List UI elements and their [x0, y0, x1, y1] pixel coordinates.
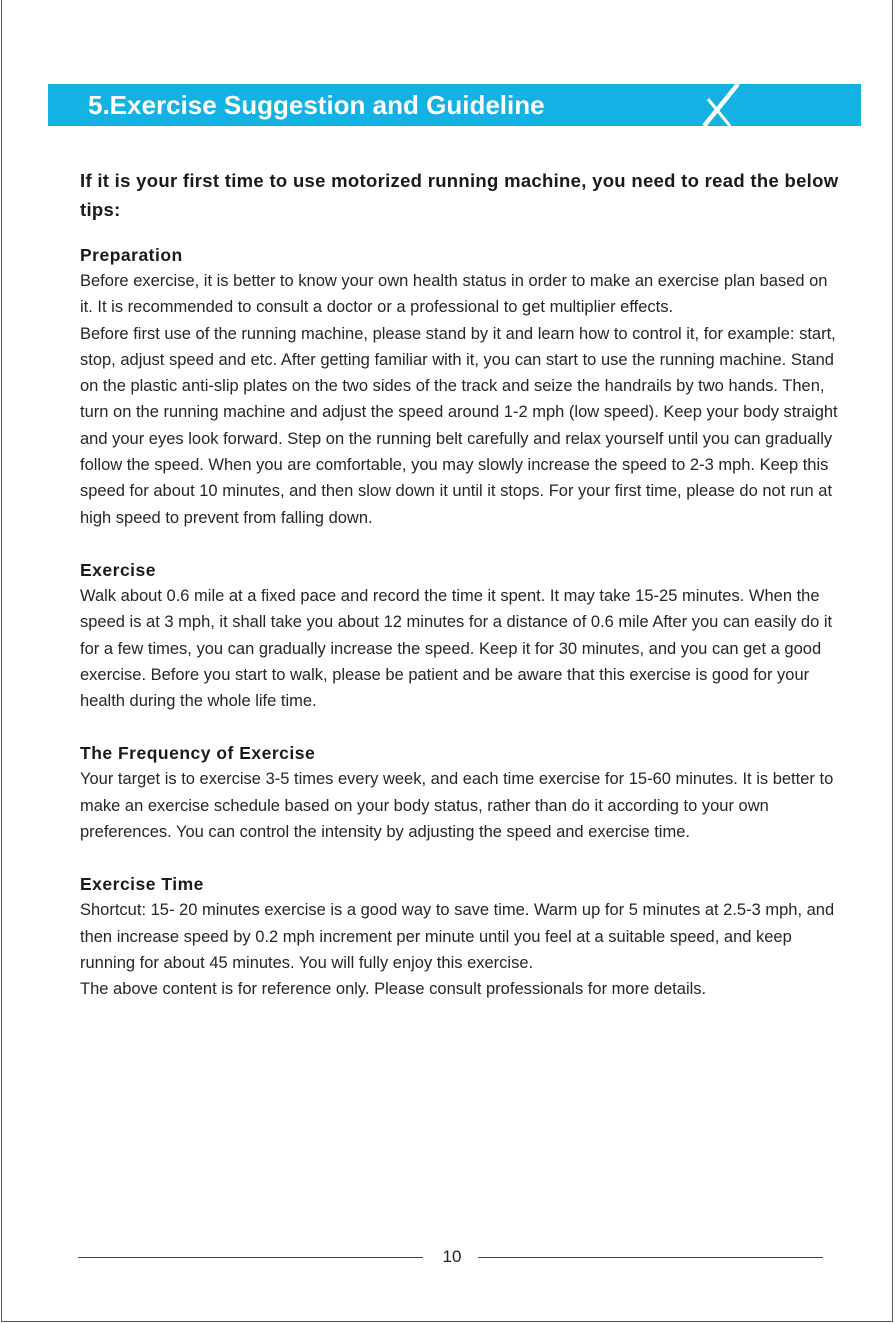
section-heading: The Frequency of Exercise	[80, 743, 316, 764]
paragraph: Before first use of the running machine, please stand by it and learn how to control it, for example: start, stop, adjust speed and etc. After getting familiar with it, you can start to use the running machine. Stand on the plastic anti-slip plates on the two sides of the track and seize the handrails by two hands. Then, turn on the running machine and adjust the speed around 1-2 mph (low speed). Keep your body straight and your eyes look forward. Step on the running belt carefully and relax yourself until you can gradually follow the speed. When you are comfortable, you may slowly increase the speed to 2-3 mph. Keep this speed for about 10 minutes, and then slow down it until it stops. For your first time, please do not run at high speed to prevent from falling down.	[80, 324, 838, 527]
intro-text: If it is your first time to use motorized running machine, you need to read the below tips:	[80, 170, 839, 220]
paragraph: Shortcut: 15- 20 minutes exercise is a good way to save time. Warm up for 5 minutes at 2.5-3 mph, and then increase speed by 0.2 mph increment per minute until you feel at a suitable speed, and keep running for about 45 minutes. You will fully enjoy this exercise.	[80, 901, 835, 972]
paragraph: The above content is for reference only. Please consult professionals for more details.	[80, 980, 707, 999]
section-heading: Exercise Time	[80, 874, 204, 895]
section-exercise-time	[80, 871, 840, 1002]
x-slash-mark-icon	[698, 84, 748, 126]
page-title: 5.Exercise Suggestion and Guideline	[88, 90, 545, 120]
paragraph: Before exercise, it is better to know your own health status in order to make an exercise plan based on it. It is recommended to consult a doctor or a professional to get multiplier effects.	[80, 272, 828, 317]
section-preparation	[80, 242, 840, 531]
section-banner	[48, 84, 861, 126]
paragraph: Your target is to exercise 3-5 times every week, and each time exercise for 15-60 minutes. It is better to make an exercise schedule based on your body status, rather than do it according to your own preferences. You can control the intensity by adjusting the speed and exercise time.	[80, 770, 834, 842]
document-body	[80, 166, 840, 1029]
section-exercise	[80, 557, 840, 714]
footer-divider-left	[78, 1257, 423, 1258]
paragraph: Walk about 0.6 mile at a fixed pace and record the time it spent. It may take 15-25 minutes. When the speed is at 3 mph, it shall take you about 12 minutes for a distance of 0.6 mile After you can easily do it for a few times, you can gradually increase the speed. Keep it for 30 minutes, and you can get a good exercise. Before you start to walk, please be patient and be aware that this exercise is good for your health during the whole life time.	[80, 586, 833, 711]
footer-divider-right	[478, 1257, 823, 1258]
page-number: 10	[442, 1247, 462, 1266]
section-heading: Preparation	[80, 245, 183, 265]
section-heading: Exercise	[80, 559, 157, 580]
section-frequency	[80, 740, 840, 845]
